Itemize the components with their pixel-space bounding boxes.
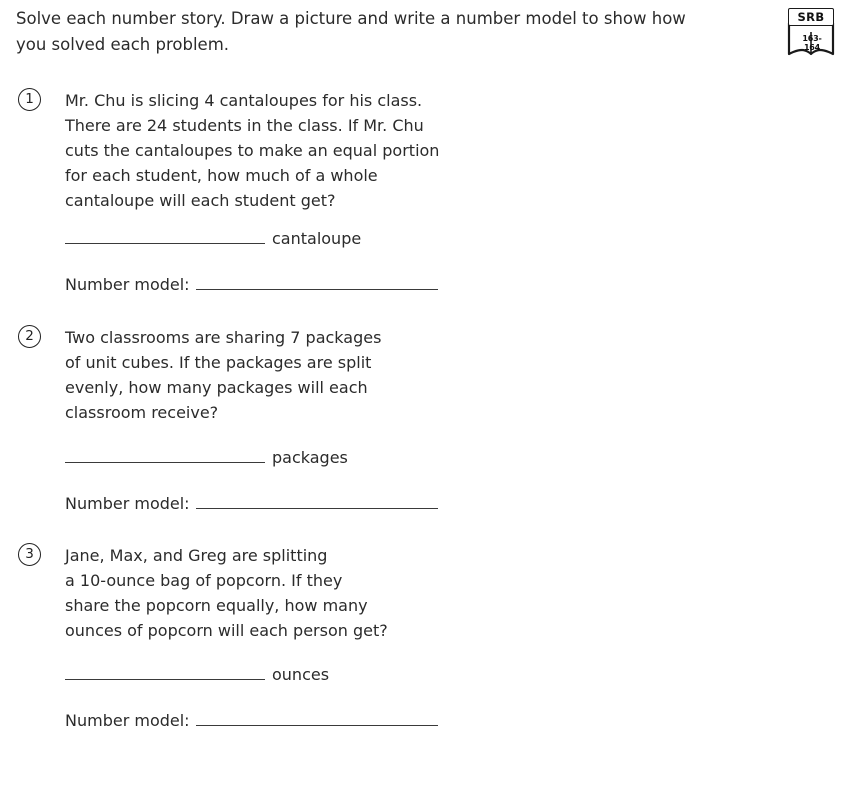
- problem-1-number-model-label: Number model:: [65, 275, 190, 294]
- problem-2-unit-label: packages: [272, 448, 348, 467]
- problem-1-text: [65, 88, 505, 213]
- problem-2-number-model-label: Number model:: [65, 494, 190, 513]
- problem-2-text: [65, 325, 505, 425]
- problem-3-line-3: share the popcorn equally, how many: [65, 596, 368, 615]
- problem-3-number-model-label: Number model:: [65, 711, 190, 730]
- problem-3-line-1: Jane, Max, and Greg are splitting: [65, 546, 328, 565]
- srb-reference-badge: [786, 8, 838, 60]
- instruction-line-1: Solve each number story. Draw a picture and write a number model to show how: [16, 9, 686, 28]
- problem-1-answer-row: [65, 228, 361, 250]
- problem-3-number-model-row: [65, 710, 438, 732]
- problem-2-number-model-blank[interactable]: [196, 493, 438, 509]
- worksheet-instructions: [16, 6, 746, 58]
- problem-3-answer-blank[interactable]: [65, 664, 265, 680]
- problem-number-3: 3: [18, 543, 41, 566]
- problem-2-answer-row: [65, 447, 348, 469]
- problem-2-line-2: of unit cubes. If the packages are split: [65, 353, 372, 372]
- problem-1-answer-blank[interactable]: [65, 228, 265, 244]
- problem-3-text: [65, 543, 505, 643]
- problem-number-1: 1: [18, 88, 41, 111]
- problem-1-line-1: Mr. Chu is slicing 4 cantaloupes for his class.: [65, 91, 423, 110]
- problem-3-number-model-blank[interactable]: [196, 710, 438, 726]
- problem-2-line-1: Two classrooms are sharing 7 packages: [65, 328, 382, 347]
- instruction-line-2: you solved each problem.: [16, 35, 230, 54]
- problem-2-number-model-row: [65, 493, 438, 515]
- problem-3-unit-label: ounces: [272, 665, 330, 684]
- problem-1-line-3: cuts the cantaloupes to make an equal portion: [65, 141, 440, 160]
- problem-3-line-4: ounces of popcorn will each person get?: [65, 621, 388, 640]
- problem-2-answer-blank[interactable]: [65, 447, 265, 463]
- srb-tag-label: SRB: [788, 8, 834, 26]
- problem-1-number-model-row: [65, 274, 438, 296]
- problem-1-number-model-blank[interactable]: [196, 274, 438, 290]
- problem-3-line-2: a 10-ounce bag of popcorn. If they: [65, 571, 343, 590]
- problem-2-line-4: classroom receive?: [65, 403, 219, 422]
- problem-1-line-2: There are 24 students in the class. If Mr. Chu: [65, 116, 424, 135]
- srb-page-numbers: 163-164: [802, 34, 822, 52]
- problem-3-answer-row: [65, 664, 329, 686]
- problem-number-2: 2: [18, 325, 41, 348]
- problem-1-line-5: cantaloupe will each student get?: [65, 191, 336, 210]
- problem-1-line-4: for each student, how much of a whole: [65, 166, 378, 185]
- problem-1-unit-label: cantaloupe: [272, 229, 362, 248]
- problem-2-line-3: evenly, how many packages will each: [65, 378, 368, 397]
